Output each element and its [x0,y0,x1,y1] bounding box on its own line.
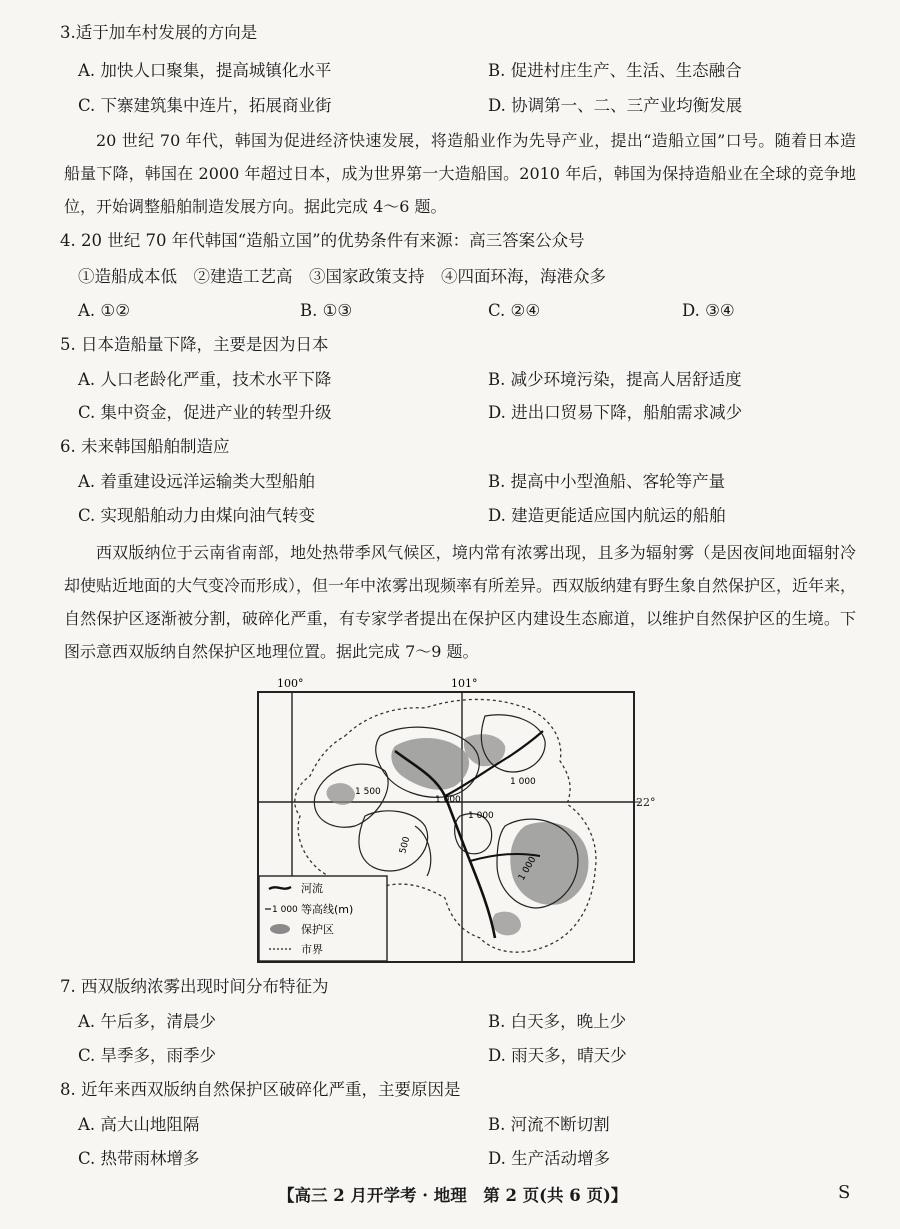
latitude-label-22-outside: 22° [636,796,656,809]
q4-option-b: B. ①③ [300,301,353,320]
q8-option-d: D. 生产活动增多 [488,1149,611,1168]
legend-boundary-label: 市界 [301,943,323,956]
q4-option-d: D. ③④ [682,301,735,320]
q4-items: ①造船成本低 ②建造工艺高 ③国家政策支持 ④四面环海，海港众多 [78,267,606,286]
q3-option-d: D. 协调第一、二、三产业均衡发展 [488,96,743,115]
page-footer: 【高三 2 月开学考 · 地理 第 2 页(共 6 页)】 [278,1186,628,1205]
q3-option-c: C. 下寨建筑集中连片，拓展商业街 [78,96,332,115]
q3-option-a: A. 加快人口聚集，提高城镇化水平 [78,61,332,80]
reserve-area-northeast [464,734,505,766]
q5-option-a: A. 人口老龄化严重，技术水平下降 [78,370,332,389]
q8-stem: 8. 近年来西双版纳自然保护区破碎化严重，主要原因是 [60,1080,461,1099]
q6-option-a: A. 着重建设远洋运输类大型船舶 [78,472,315,491]
page-mark: S [838,1182,851,1203]
q6-option-b: B. 提高中小型渔船、客轮等产量 [488,472,726,491]
longitude-label-100: 100° [277,677,304,690]
q7-stem: 7. 西双版纳浓雾出现时间分布特征为 [60,977,329,996]
contour-label-1000-southeast: 1 000 [516,855,539,883]
q7-option-a: A. 午后多，清晨少 [78,1012,216,1031]
q4-option-a: A. ①② [78,301,130,320]
legend-contour-label: 等高线(m) [301,903,354,916]
contour-label-1000-mid: 1 000 [468,811,494,821]
q5-option-d: D. 进出口贸易下降，船舶需求减少 [488,403,743,422]
q3-stem: 3.适于加车村发展的方向是 [60,23,258,42]
q6-stem: 6. 未来韩国船舶制造应 [60,437,230,456]
contour-line [359,811,428,871]
reserve-area-south [492,912,521,936]
contour-label-1000-center: 1 000 [435,795,461,805]
q3-option-b: B. 促进村庄生产、生活、生态融合 [488,61,742,80]
passage-xishuangbanna [64,536,856,668]
legend-river-label: 河流 [301,882,323,895]
legend-reserve-label: 保护区 [301,923,334,936]
longitude-label-101: 101° [451,677,478,690]
q4-stem: 4. 20 世纪 70 年代韩国“造船立国”的优势条件有来源：高三答案公众号 [60,231,585,250]
passage-shipbuilding-text: 20 世纪 70 年代，韩国为促进经济快速发展，将造船业作为先导产业，提出“造船立国”口号。随着日本造船量下降，韩国在 2000 年超过日本，成为世界第一大造船国。2010 年后，韩国为保持造船业在全球的竞争地位，开始调整船舶制造发展方向。据此完成 4～6 题。 [64,131,856,216]
map-legend [259,876,387,961]
contour-label-1000-northeast: 1 000 [510,777,536,787]
passage-shipbuilding [64,124,856,223]
legend-river-symbol [269,887,291,889]
reserve-area-southeast [510,822,588,905]
q8-option-a: A. 高大山地阻隔 [78,1115,200,1134]
contour-label-1500: 1 500 [355,787,381,797]
q7-option-c: C. 旱季多，雨季少 [78,1046,217,1065]
contour-label-500: 500 [398,835,413,855]
q7-option-d: D. 雨天多，晴天少 [488,1046,627,1065]
q5-option-c: C. 集中资金，促进产业的转型升级 [78,403,332,422]
q8-option-b: B. 河流不断切割 [488,1115,610,1134]
reserve-location-map [255,676,640,966]
passage-xishuangbanna-text: 西双版纳位于云南省南部，地处热带季风气候区，境内常有浓雾出现，且多为辐射雾（是因夜间地面辐射冷却使贴近地面的大气变冷而形成），但一年中浓雾出现频率有所差异。西双版纳建有野生象自然保护区，近年来，自然保护区逐渐被分割，破碎化严重，有专家学者提出在保护区内建设生态廊道，以维护自然保护区的生境。下图示意西双版纳自然保护区地理位置。据此完成 7～9 题。 [64,543,857,661]
q6-option-c: C. 实现船舶动力由煤向油气转变 [78,506,316,525]
legend-reserve-symbol [270,924,290,934]
q6-option-d: D. 建造更能适应国内航运的船舶 [488,506,726,525]
q7-option-b: B. 白天多，晚上少 [488,1012,627,1031]
legend-contour-sample: 1 000 [272,905,298,915]
q5-stem: 5. 日本造船量下降，主要是因为日本 [60,335,329,354]
reserve-area-north [391,738,469,790]
q8-option-c: C. 热带雨林增多 [78,1149,200,1168]
q5-option-b: B. 减少环境污染，提高人居舒适度 [488,370,742,389]
contour-line [415,826,431,876]
q4-option-c: C. ②④ [488,301,541,320]
